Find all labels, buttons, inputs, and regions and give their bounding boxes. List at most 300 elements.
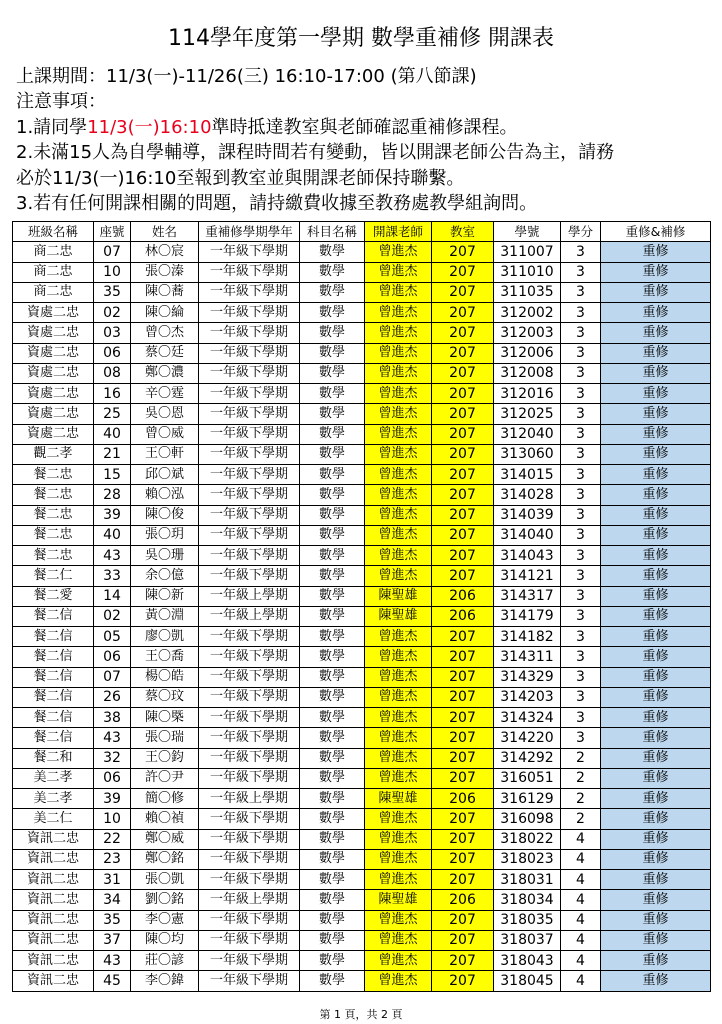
cell-name: 鄭〇銘 — [131, 849, 199, 869]
cell-class: 觀二孝 — [13, 444, 94, 464]
cell-credits: 4 — [561, 910, 601, 930]
cell-class: 餐二信 — [13, 728, 94, 748]
header-teacher: 開課老師 — [365, 222, 432, 242]
cell-student-id: 316051 — [494, 768, 561, 788]
cell-subject: 數學 — [300, 282, 365, 302]
cell-type: 重修 — [601, 647, 711, 667]
cell-credits: 4 — [561, 971, 601, 991]
table-row — [13, 748, 711, 768]
cell-student-id: 318035 — [494, 910, 561, 930]
table-row — [13, 505, 711, 525]
header-class: 班級名稱 — [13, 222, 94, 242]
note-1-suffix: 準時抵達教室與老師確認重補修課程。 — [211, 116, 518, 138]
note-1 — [16, 115, 716, 140]
cell-subject: 數學 — [300, 343, 365, 363]
cell-seat: 21 — [94, 444, 131, 464]
cell-class: 資訊二忠 — [13, 829, 94, 849]
cell-name: 陳〇均 — [131, 930, 199, 950]
table-row — [13, 363, 711, 383]
cell-subject: 數學 — [300, 890, 365, 910]
cell-seat: 14 — [94, 586, 131, 606]
table-row — [13, 890, 711, 910]
cell-type: 重修 — [601, 465, 711, 485]
cell-teacher: 曾進杰 — [365, 444, 432, 464]
table-row — [13, 849, 711, 869]
cell-class: 餐二忠 — [13, 546, 94, 566]
cell-credits: 3 — [561, 323, 601, 343]
cell-semester: 一年級上學期 — [199, 606, 300, 626]
cell-type: 重修 — [601, 303, 711, 323]
cell-student-id: 318037 — [494, 930, 561, 950]
cell-name: 鄭〇濃 — [131, 363, 199, 383]
cell-class: 餐二信 — [13, 687, 94, 707]
cell-name: 黃〇淵 — [131, 606, 199, 626]
cell-student-id: 312008 — [494, 363, 561, 383]
cell-name: 李〇鍏 — [131, 971, 199, 991]
cell-room: 207 — [432, 748, 494, 768]
cell-name: 王〇鈞 — [131, 748, 199, 768]
cell-semester: 一年級下學期 — [199, 546, 300, 566]
cell-student-id: 312016 — [494, 384, 561, 404]
cell-teacher: 曾進杰 — [365, 728, 432, 748]
cell-name: 陳〇新 — [131, 586, 199, 606]
cell-type: 重修 — [601, 424, 711, 444]
cell-subject: 數學 — [300, 870, 365, 890]
cell-subject: 數學 — [300, 242, 365, 262]
cell-type: 重修 — [601, 728, 711, 748]
header-credits: 學分 — [561, 222, 601, 242]
cell-room: 207 — [432, 323, 494, 343]
cell-seat: 16 — [94, 384, 131, 404]
cell-seat: 03 — [94, 323, 131, 343]
cell-seat: 39 — [94, 789, 131, 809]
cell-semester: 一年級下學期 — [199, 282, 300, 302]
cell-seat: 25 — [94, 404, 131, 424]
cell-type: 重修 — [601, 566, 711, 586]
cell-room: 206 — [432, 606, 494, 626]
cell-room: 207 — [432, 728, 494, 748]
cell-name: 蔡〇玟 — [131, 687, 199, 707]
cell-room: 207 — [432, 667, 494, 687]
cell-teacher: 曾進杰 — [365, 768, 432, 788]
cell-student-id: 312040 — [494, 424, 561, 444]
cell-name: 簡〇修 — [131, 789, 199, 809]
cell-student-id: 312025 — [494, 404, 561, 424]
cell-seat: 06 — [94, 647, 131, 667]
cell-room: 207 — [432, 687, 494, 707]
cell-seat: 43 — [94, 728, 131, 748]
cell-seat: 15 — [94, 465, 131, 485]
cell-teacher: 曾進杰 — [365, 404, 432, 424]
cell-class: 資訊二忠 — [13, 849, 94, 869]
cell-seat: 34 — [94, 890, 131, 910]
table-body — [13, 242, 711, 991]
cell-semester: 一年級下學期 — [199, 708, 300, 728]
cell-name: 張〇凱 — [131, 870, 199, 890]
cell-subject: 數學 — [300, 849, 365, 869]
cell-class: 資處二忠 — [13, 424, 94, 444]
cell-type: 重修 — [601, 930, 711, 950]
table-row — [13, 708, 711, 728]
cell-room: 207 — [432, 849, 494, 869]
cell-class: 餐二愛 — [13, 586, 94, 606]
cell-teacher: 曾進杰 — [365, 748, 432, 768]
cell-semester: 一年級下學期 — [199, 323, 300, 343]
cell-credits: 3 — [561, 667, 601, 687]
cell-student-id: 318031 — [494, 870, 561, 890]
header-name: 姓名 — [131, 222, 199, 242]
cell-name: 陳〇槩 — [131, 708, 199, 728]
cell-subject: 數學 — [300, 363, 365, 383]
table-row — [13, 971, 711, 991]
cell-semester: 一年級下學期 — [199, 424, 300, 444]
cell-credits: 3 — [561, 647, 601, 667]
cell-room: 207 — [432, 951, 494, 971]
cell-subject: 數學 — [300, 465, 365, 485]
table-row — [13, 951, 711, 971]
cell-semester: 一年級下學期 — [199, 303, 300, 323]
cell-type: 重修 — [601, 485, 711, 505]
cell-class: 餐二仁 — [13, 566, 94, 586]
cell-type: 重修 — [601, 870, 711, 890]
table-row — [13, 627, 711, 647]
cell-name: 王〇喬 — [131, 647, 199, 667]
cell-teacher: 陳聖雄 — [365, 890, 432, 910]
cell-semester: 一年級下學期 — [199, 363, 300, 383]
cell-teacher: 曾進杰 — [365, 525, 432, 545]
cell-credits: 3 — [561, 404, 601, 424]
cell-student-id: 318043 — [494, 951, 561, 971]
cell-name: 辛〇霆 — [131, 384, 199, 404]
table-row — [13, 465, 711, 485]
cell-class: 商二忠 — [13, 242, 94, 262]
cell-teacher: 陳聖雄 — [365, 586, 432, 606]
cell-room: 207 — [432, 809, 494, 829]
cell-student-id: 314015 — [494, 465, 561, 485]
cell-subject: 數學 — [300, 728, 365, 748]
cell-class: 資處二忠 — [13, 303, 94, 323]
cell-credits: 3 — [561, 627, 601, 647]
cell-name: 張〇溱 — [131, 262, 199, 282]
cell-type: 重修 — [601, 546, 711, 566]
header-subject: 科目名稱 — [300, 222, 365, 242]
cell-room: 207 — [432, 566, 494, 586]
cell-teacher: 曾進杰 — [365, 384, 432, 404]
table-row — [13, 303, 711, 323]
cell-class: 資處二忠 — [13, 384, 94, 404]
cell-subject: 數學 — [300, 404, 365, 424]
cell-type: 重修 — [601, 627, 711, 647]
table-row — [13, 323, 711, 343]
table-row — [13, 606, 711, 626]
cell-teacher: 曾進杰 — [365, 910, 432, 930]
cell-teacher: 曾進杰 — [365, 687, 432, 707]
cell-teacher: 曾進杰 — [365, 485, 432, 505]
cell-seat: 02 — [94, 303, 131, 323]
cell-subject: 數學 — [300, 323, 365, 343]
table-row — [13, 404, 711, 424]
cell-room: 207 — [432, 525, 494, 545]
cell-type: 重修 — [601, 242, 711, 262]
cell-class: 美二孝 — [13, 789, 94, 809]
cell-student-id: 314039 — [494, 505, 561, 525]
cell-subject: 數學 — [300, 606, 365, 626]
cell-type: 重修 — [601, 505, 711, 525]
cell-name: 張〇瑞 — [131, 728, 199, 748]
cell-student-id: 312002 — [494, 303, 561, 323]
table-row — [13, 384, 711, 404]
cell-credits: 3 — [561, 262, 601, 282]
cell-subject: 數學 — [300, 708, 365, 728]
cell-semester: 一年級上學期 — [199, 789, 300, 809]
cell-subject: 數學 — [300, 647, 365, 667]
table-row — [13, 566, 711, 586]
course-roster-table — [12, 221, 711, 992]
cell-name: 李〇憲 — [131, 910, 199, 930]
cell-teacher: 曾進杰 — [365, 627, 432, 647]
cell-class: 資處二忠 — [13, 323, 94, 343]
cell-credits: 3 — [561, 586, 601, 606]
cell-teacher: 曾進杰 — [365, 424, 432, 444]
cell-type: 重修 — [601, 323, 711, 343]
cell-semester: 一年級下學期 — [199, 505, 300, 525]
cell-seat: 35 — [94, 910, 131, 930]
header-room: 教室 — [432, 222, 494, 242]
header-student-id: 學號 — [494, 222, 561, 242]
cell-credits: 2 — [561, 748, 601, 768]
cell-credits: 3 — [561, 606, 601, 626]
table-row — [13, 424, 711, 444]
note-1-prefix: 1.請同學 — [16, 116, 88, 138]
cell-credits: 3 — [561, 525, 601, 545]
cell-student-id: 314203 — [494, 687, 561, 707]
cell-credits: 3 — [561, 282, 601, 302]
cell-class: 餐二和 — [13, 748, 94, 768]
notes-heading: 注意事項： — [16, 91, 106, 113]
cell-credits: 3 — [561, 384, 601, 404]
cell-class: 商二忠 — [13, 282, 94, 302]
table-row — [13, 829, 711, 849]
cell-student-id: 311035 — [494, 282, 561, 302]
cell-type: 重修 — [601, 586, 711, 606]
cell-seat: 33 — [94, 566, 131, 586]
cell-teacher: 曾進杰 — [365, 971, 432, 991]
cell-subject: 數學 — [300, 930, 365, 950]
cell-semester: 一年級下學期 — [199, 930, 300, 950]
cell-class: 資訊二忠 — [13, 870, 94, 890]
cell-class: 商二忠 — [13, 262, 94, 282]
cell-seat: 37 — [94, 930, 131, 950]
cell-name: 賴〇泓 — [131, 485, 199, 505]
cell-semester: 一年級下學期 — [199, 829, 300, 849]
cell-credits: 4 — [561, 951, 601, 971]
cell-seat: 40 — [94, 525, 131, 545]
cell-teacher: 曾進杰 — [365, 829, 432, 849]
cell-room: 207 — [432, 708, 494, 728]
cell-subject: 數學 — [300, 424, 365, 444]
cell-type: 重修 — [601, 951, 711, 971]
cell-student-id: 314324 — [494, 708, 561, 728]
cell-class: 資訊二忠 — [13, 930, 94, 950]
cell-credits: 3 — [561, 242, 601, 262]
table-row — [13, 242, 711, 262]
cell-type: 重修 — [601, 262, 711, 282]
cell-class: 美二孝 — [13, 768, 94, 788]
cell-type: 重修 — [601, 525, 711, 545]
cell-semester: 一年級下學期 — [199, 404, 300, 424]
cell-class: 資訊二忠 — [13, 971, 94, 991]
cell-name: 蔡〇廷 — [131, 343, 199, 363]
cell-class: 餐二忠 — [13, 505, 94, 525]
cell-teacher: 曾進杰 — [365, 465, 432, 485]
cell-type: 重修 — [601, 444, 711, 464]
cell-semester: 一年級下學期 — [199, 485, 300, 505]
cell-room: 207 — [432, 444, 494, 464]
cell-subject: 數學 — [300, 303, 365, 323]
cell-credits: 3 — [561, 444, 601, 464]
cell-teacher: 曾進杰 — [365, 708, 432, 728]
cell-credits: 3 — [561, 343, 601, 363]
cell-semester: 一年級下學期 — [199, 910, 300, 930]
cell-credits: 3 — [561, 465, 601, 485]
cell-type: 重修 — [601, 971, 711, 991]
cell-subject: 數學 — [300, 505, 365, 525]
cell-teacher: 曾進杰 — [365, 667, 432, 687]
cell-semester: 一年級下學期 — [199, 768, 300, 788]
cell-student-id: 312003 — [494, 323, 561, 343]
cell-class: 餐二忠 — [13, 465, 94, 485]
cell-seat: 28 — [94, 485, 131, 505]
table-row — [13, 910, 711, 930]
cell-class: 餐二信 — [13, 606, 94, 626]
cell-subject: 數學 — [300, 910, 365, 930]
table-row — [13, 930, 711, 950]
cell-room: 207 — [432, 424, 494, 444]
cell-student-id: 318022 — [494, 829, 561, 849]
cell-name: 陳〇綸 — [131, 303, 199, 323]
cell-name: 賴〇禎 — [131, 809, 199, 829]
cell-room: 207 — [432, 363, 494, 383]
table-row — [13, 485, 711, 505]
cell-class: 資訊二忠 — [13, 951, 94, 971]
cell-name: 鄭〇威 — [131, 829, 199, 849]
cell-seat: 06 — [94, 343, 131, 363]
cell-room: 207 — [432, 303, 494, 323]
cell-subject: 數學 — [300, 627, 365, 647]
cell-subject: 數學 — [300, 829, 365, 849]
cell-credits: 2 — [561, 789, 601, 809]
cell-student-id: 314179 — [494, 606, 561, 626]
cell-credits: 3 — [561, 505, 601, 525]
cell-seat: 07 — [94, 667, 131, 687]
cell-credits: 3 — [561, 303, 601, 323]
cell-room: 207 — [432, 546, 494, 566]
table-row — [13, 768, 711, 788]
cell-teacher: 曾進杰 — [365, 566, 432, 586]
table-row — [13, 282, 711, 302]
cell-semester: 一年級下學期 — [199, 465, 300, 485]
cell-subject: 數學 — [300, 951, 365, 971]
cell-semester: 一年級下學期 — [199, 971, 300, 991]
cell-semester: 一年級下學期 — [199, 262, 300, 282]
cell-name: 廖〇凱 — [131, 627, 199, 647]
cell-credits: 2 — [561, 768, 601, 788]
cell-room: 207 — [432, 768, 494, 788]
cell-credits: 3 — [561, 485, 601, 505]
cell-seat: 22 — [94, 829, 131, 849]
table-row — [13, 525, 711, 545]
cell-subject: 數學 — [300, 667, 365, 687]
cell-semester: 一年級下學期 — [199, 444, 300, 464]
page-title: 114學年度第一學期 數學重補修 開課表 — [168, 26, 554, 51]
table-row — [13, 262, 711, 282]
cell-seat: 06 — [94, 768, 131, 788]
cell-credits: 3 — [561, 363, 601, 383]
cell-name: 莊〇諺 — [131, 951, 199, 971]
cell-student-id: 313060 — [494, 444, 561, 464]
cell-student-id: 314040 — [494, 525, 561, 545]
table-row — [13, 546, 711, 566]
cell-semester: 一年級下學期 — [199, 809, 300, 829]
cell-name: 陳〇俊 — [131, 505, 199, 525]
cell-seat: 26 — [94, 687, 131, 707]
cell-room: 206 — [432, 586, 494, 606]
cell-semester: 一年級下學期 — [199, 667, 300, 687]
cell-room: 207 — [432, 262, 494, 282]
cell-student-id: 314292 — [494, 748, 561, 768]
cell-student-id: 314317 — [494, 586, 561, 606]
table-row — [13, 687, 711, 707]
cell-room: 207 — [432, 647, 494, 667]
cell-semester: 一年級下學期 — [199, 525, 300, 545]
cell-class: 資處二忠 — [13, 404, 94, 424]
cell-teacher: 曾進杰 — [365, 546, 432, 566]
cell-room: 207 — [432, 910, 494, 930]
cell-class: 餐二信 — [13, 647, 94, 667]
cell-class: 餐二忠 — [13, 485, 94, 505]
class-period: 上課期間：11/3(一)-11/26(三) 16:10-17:00 (第八節課) — [16, 66, 477, 87]
cell-type: 重修 — [601, 687, 711, 707]
cell-credits: 2 — [561, 809, 601, 829]
cell-name: 張〇玥 — [131, 525, 199, 545]
cell-subject: 數學 — [300, 971, 365, 991]
cell-credits: 3 — [561, 424, 601, 444]
note-2-line-1: 2.未滿15人為自學輔導，課程時間若有變動，皆以開課老師公告為主，請務 — [16, 142, 615, 164]
cell-student-id: 314182 — [494, 627, 561, 647]
cell-name: 曾〇威 — [131, 424, 199, 444]
cell-teacher: 曾進杰 — [365, 951, 432, 971]
cell-semester: 一年級下學期 — [199, 384, 300, 404]
note-1-date-highlight: 11/3(一)16:10 — [87, 116, 212, 138]
cell-teacher: 曾進杰 — [365, 870, 432, 890]
cell-teacher: 陳聖雄 — [365, 789, 432, 809]
cell-type: 重修 — [601, 282, 711, 302]
cell-student-id: 312006 — [494, 343, 561, 363]
cell-name: 吳〇珊 — [131, 546, 199, 566]
cell-student-id: 318045 — [494, 971, 561, 991]
cell-subject: 數學 — [300, 262, 365, 282]
cell-student-id: 314220 — [494, 728, 561, 748]
cell-subject: 數學 — [300, 566, 365, 586]
cell-seat: 02 — [94, 606, 131, 626]
cell-subject: 數學 — [300, 586, 365, 606]
cell-seat: 45 — [94, 971, 131, 991]
cell-room: 207 — [432, 485, 494, 505]
cell-type: 重修 — [601, 384, 711, 404]
cell-seat: 23 — [94, 849, 131, 869]
cell-subject: 數學 — [300, 687, 365, 707]
cell-type: 重修 — [601, 708, 711, 728]
